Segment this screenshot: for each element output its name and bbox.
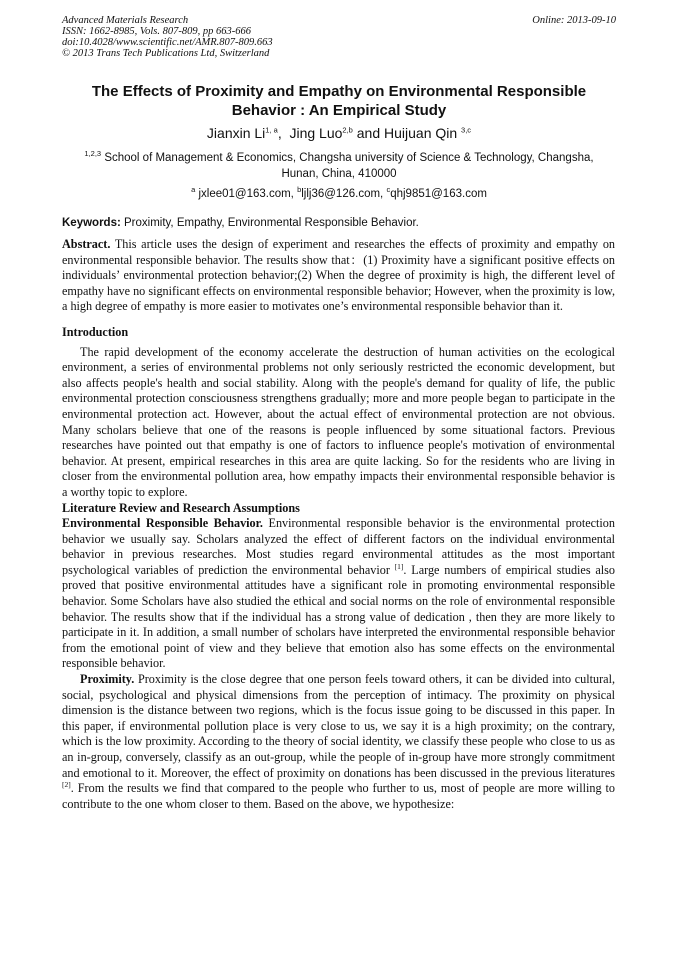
journal-name: Advanced Materials Research xyxy=(62,15,189,26)
author-list: Jianxin Li$^{1, a}$, Jing Luo$^{2,b}$ and Huijuan Qin $^{3,c}$ xyxy=(206,125,472,141)
proximity-ref: [2] xyxy=(62,780,71,790)
keywords-label: Keywords: xyxy=(62,217,121,229)
erb-text-2: . Large numbers of empirical studies also proved that positive environmental attitudes have a significant role in promoting environmental responsible behavior. Some Scholars have also studied the ethical and social norms on the role of environmental responsible behavior. The results show that if the individual has a strong value of dedication , then they are more likely to participate in it. In addition, a small number of scholars have interpreted the environmental responsible behavior from the emotional point of view and they believe that emotion also has some effects on the environmental responsible behavior. xyxy=(62,562,616,671)
email-c: qhj9851@163.com xyxy=(390,188,487,200)
email-a: jxlee01@163.com, xyxy=(198,188,294,200)
email-b: ljlj36@126.com, xyxy=(301,188,384,200)
affiliation-line-2: Hunan, China, 410000 xyxy=(281,168,397,180)
online-date: Online: 2013-09-10 xyxy=(532,15,616,26)
proximity-paragraph xyxy=(62,672,615,812)
journal-issn: ISSN: 1662-8985, Vols. 807-809, pp 663-666 xyxy=(62,26,251,37)
author-3-sup: 3,c xyxy=(461,125,472,135)
erb-label: Environmental Responsible Behavior. xyxy=(62,516,263,531)
abstract-text: This article uses the design of experiment and researches the effects of proximity and empathy on environmental responsible behavior. The results show that：(1) Proximity have a significant positive effects on individuals’ environmental protection behavior;(2) When the degree of proximity is high, the different level of empathy have no significant effects on environmental responsible behavior; However, when the proximity is low, a high degree of empathy is more easier to motivates one’s environmental responsible behavior than it. xyxy=(62,237,616,314)
proximity-text-1: Proximity is the close degree that one person feels toward others, it can be divided into cultural, social, psychological and physical dimensions from the perception of intimacy. The proximity on physical dimension is the distance between two regions, which is the focus issue going to be discussed in this paper. In this paper, if environmental pollution place is very close to us, we say it is a high proximity; on the contrary, which is the low proximity. According to the theory of social identity, we classify these people who close to us as an in-group, conversely, classify as an out-group, while the people of in-group have more strongly commitment and emotional to it. Moreover, the effect of proximity on donations has been discussed in the previous literatures xyxy=(62,672,615,780)
author-1: Jianxin Li xyxy=(206,125,266,141)
journal-header xyxy=(62,15,616,59)
affiliation-sup: 1,2,3 xyxy=(84,149,102,159)
author-1-sup: 1, a xyxy=(265,125,278,135)
title-line-2: Behavior : An Empirical Study xyxy=(231,102,447,119)
abstract-label: Abstract. xyxy=(62,237,111,251)
email-b-sup: b xyxy=(297,185,302,195)
erb-ref: [1] xyxy=(394,561,404,571)
author-3: Huijuan Qin xyxy=(384,125,458,141)
journal-doi: doi:10.4028/www.scientific.net/AMR.807-809.663 xyxy=(62,37,273,48)
email-a-sup: a xyxy=(191,185,196,195)
email-c-sup: c xyxy=(386,185,391,195)
proximity-label: Proximity. xyxy=(80,672,135,687)
author-2: Jing Luo xyxy=(289,125,343,141)
author-2-sup: 2,b xyxy=(342,125,353,135)
paper-body xyxy=(62,237,615,812)
proximity-text-2: . From the results we find that compared to the people who further to us, most of people are more willing to contribute to the one whom closer to them. Based on the above, we hypothesize: xyxy=(62,781,615,811)
paper-title xyxy=(62,82,616,120)
keywords-text: Proximity, Empathy, Environmental Responsible Behavior. xyxy=(124,217,419,229)
author-and: and xyxy=(356,125,381,141)
erb-text-1: Environmental responsible behavior is the environmental protection behavior we usually say. Scholars analyzed the effect of different factors on the individual environmental behavior in previous researches. Most studies regard environmental attitudes as the most important psychological variables of prediction the environmental behavior xyxy=(62,516,615,577)
title-line-1: The Effects of Proximity and Empathy on Environmental Responsible xyxy=(91,83,587,100)
author-emails xyxy=(62,186,616,202)
erb-paragraph xyxy=(62,516,615,672)
abstract xyxy=(62,237,615,315)
affiliation-line-1: School of Management & Economics, Changsha university of Science & Technology, Changsha, xyxy=(104,152,594,164)
affiliation xyxy=(62,150,616,182)
literature-heading: Literature Review and Research Assumptions xyxy=(62,500,300,515)
introduction-heading: Introduction xyxy=(62,324,129,339)
keywords xyxy=(62,215,616,231)
introduction-paragraph: The rapid development of the economy accelerate the destruction of human activities on the ecological environment, a series of environmental problems not only seriously restricted the economic development, but also affects people's health and social stability. Along with the people's demand for quality of life, the public environmental protection consciousness strengthens gradually; more and more people began to participate in the environmental protection act. However, about the actual effect of environmental protection are not obvious. Many scholars believe that one of the reasons is people influenced by some situational factors. Previous researches have pointed out that empathy is one of factors to influence people's motivation of environmental behavior. At present, empirical researches in this area are quite lacking. So for the residents who are living in closer from the environmental pollution area, how empathy impacts their environmental responsible behavior is a worthy topic to explore. xyxy=(62,344,615,499)
journal-copyright: © 2013 Trans Tech Publications Ltd, Switzerland xyxy=(62,48,270,59)
